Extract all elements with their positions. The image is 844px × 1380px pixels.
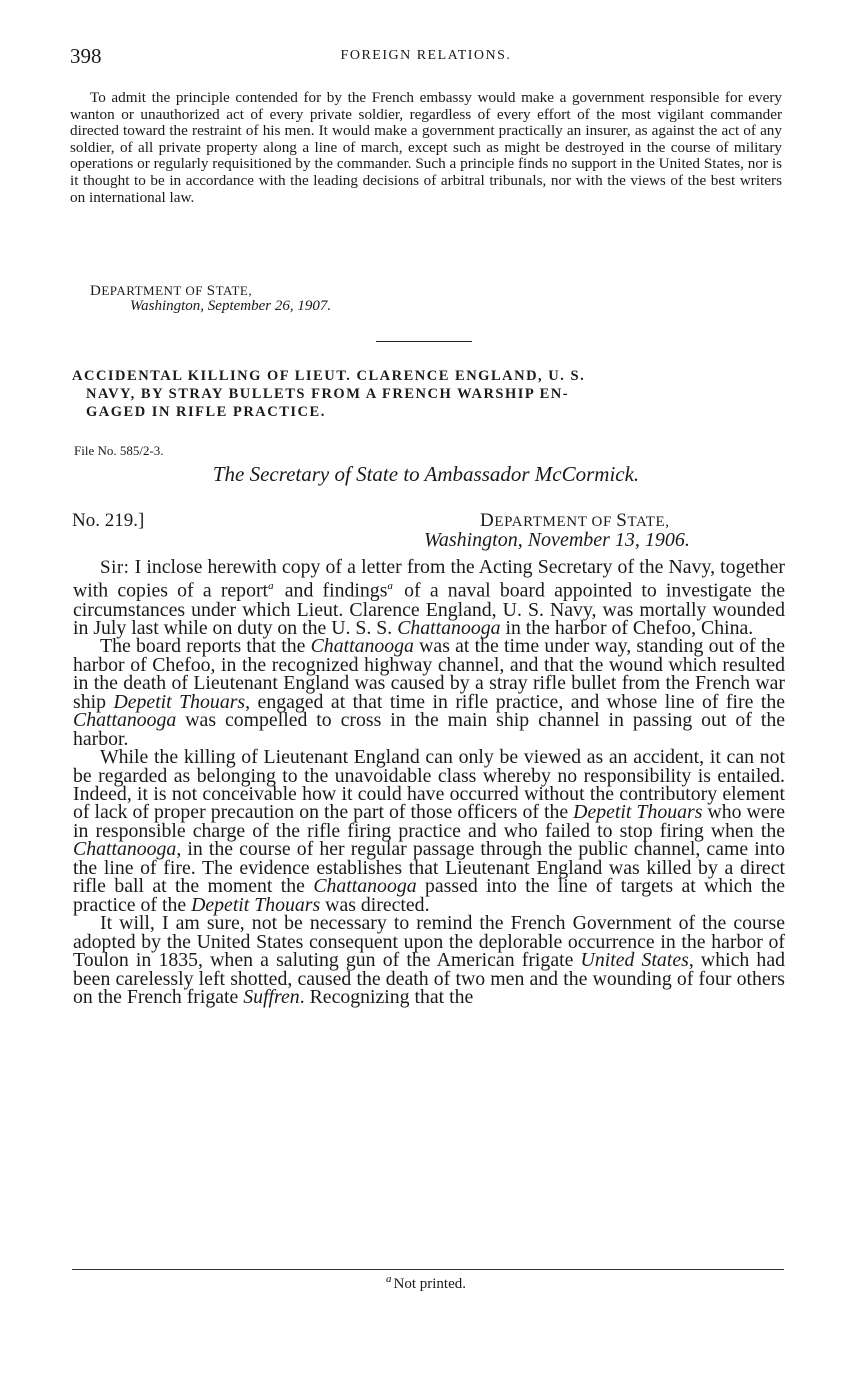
footnote <box>70 1273 782 1293</box>
signature-place-date: Washington, September 26, 1907. <box>130 298 332 314</box>
ship-name: Depetit Thouars <box>191 893 321 916</box>
paragraph-3: While the killing of Lieutenant England can only be viewed as an accident, it can not be regarded as belonging to the unavoidable class whereby no responsibility is entailed. Indeed, it is not conceivable how it could have occurred without the contributory element of lack of proper precaution on the part of those officers of the Depetit Thouars who were in responsible charge of the rifle firing practice and who failed to stop firing when the Chattanooga, in the course of her regular passage through the public channel, came into the line of fire. The evidence establishes that Lieutenant England was killed by a direct rifle ball at the moment the Chattanooga passed into the line of targets at which the practice of the Depetit Thouars was directed. <box>73 746 785 916</box>
heading-line-3: GAGED IN RIFLE PRACTICE. <box>86 404 326 420</box>
footnote-mark: a <box>386 1273 392 1285</box>
file-number: File No. 585/2-3. <box>74 443 164 458</box>
ship-name: Chattanooga <box>397 616 501 639</box>
footnote-ref: a <box>387 580 393 593</box>
ship-name: Chattanooga <box>313 875 417 898</box>
ship-name: Chattanooga <box>73 838 177 861</box>
document-title: The Secretary of State to Ambassador McCormick. <box>212 462 640 486</box>
section-heading <box>72 367 784 421</box>
letter-department: DEPARTMENT OF STATE, <box>480 510 670 531</box>
previous-section-text <box>70 90 782 206</box>
ship-name: Depetit Thouars <box>113 690 246 713</box>
ship-name: Depetit Thouars <box>573 801 703 824</box>
section-divider <box>376 341 472 342</box>
paragraph-1: Sir: I inclose herewith copy of a letter from the Acting Secretary of the Navy, together with copies of a report$^a$ and findings$^a$ of a naval board appointed to investigate the circumstances under which Lieut. Clarence England, U. S. Navy, was mortally wounded in July last while on duty on the U. S. S. Chattanooga in the harbor of Chefoo, China. <box>73 556 786 639</box>
paragraph-4: It will, I am sure, not be necessary to remind the French Government of the course adopted by the United States consequent upon the deplorable occurrence in the harbor of Toulon in 1835, when a saluting gun of the American frigate United States, which had been carelessly left shotted, caused the death of two men and the wounding of four others on the French frigate Suffren. Recognizing that the <box>73 912 785 1009</box>
ship-name: United States <box>580 949 689 972</box>
signature-department: DEPARTMENT OF STATE, <box>90 283 253 299</box>
footnote-text: Not printed. <box>393 1276 466 1292</box>
footnote-rule <box>72 1269 784 1270</box>
page-header <box>70 44 782 68</box>
ship-name: Chattanooga <box>73 709 177 732</box>
heading-line-2: NAVY, BY STRAY BULLETS FROM A FRENCH WARSHIP EN- <box>86 386 570 402</box>
previous-paragraph: To admit the principle contended for by the French embassy would make a government responsible for every wanton or unauthorized act of every private soldier, regardless of every effort of the most vigilant commander directed toward the restraint of his men. It would make a government practically an insurer, as against the act of any soldier, of all private property along a line of march, except such as might be destroyed in the course of military operations or regularly requisitioned by the commander. Such a principle finds no support in the United States, nor is it thought to be in accordance with the leading decisions of arbitral tribunals, nor with the views of the best writers on international law. <box>70 89 782 206</box>
letter-number: No. 219.] <box>72 510 145 531</box>
running-title: FOREIGN RELATIONS. <box>340 48 512 63</box>
heading-line-1: ACCIDENTAL KILLING OF LIEUT. CLARENCE ENGLAND, U. S. <box>72 368 586 384</box>
ship-name: Suffren <box>243 986 300 1009</box>
letter-body <box>73 556 786 1009</box>
ship-name: Chattanooga <box>310 635 414 658</box>
page-number: 398 <box>70 44 102 68</box>
letter-date: Washington, November 13, 1906. <box>424 529 690 551</box>
paragraph-2: The board reports that the Chattanooga was at the time under way, standing out of the harbor of Chefoo, in the recognized highway channel, and that the wound which resulted in the death of Lieutenant England was caused by a stray rifle bullet from the French war ship Depetit Thouars, engaged at that time in rifle practice, and whose line of fire the Chattanooga was compelled to cross in the main ship channel in passing out of the harbor. <box>73 635 785 750</box>
salutation: Sir: <box>100 557 130 578</box>
footnote-ref: a <box>268 580 274 593</box>
